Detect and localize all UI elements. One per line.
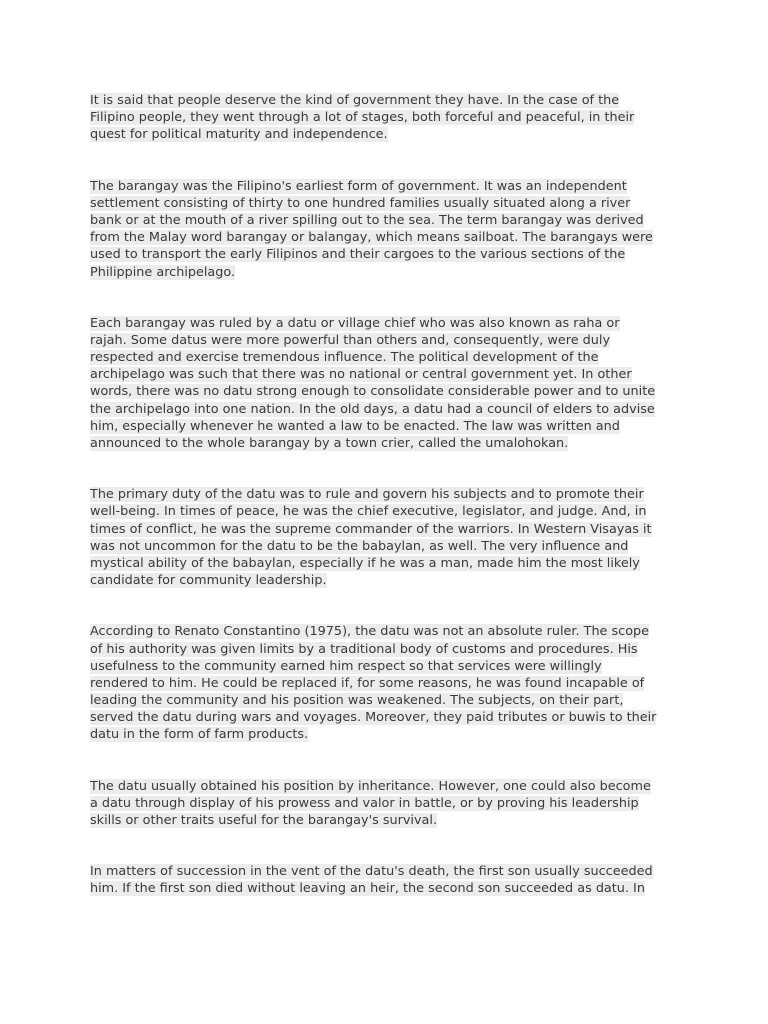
- paragraph: [90, 486, 690, 589]
- text-line: [90, 623, 690, 640]
- text-line-content: usefulness to the community earned him respect so that services were willingly: [90, 658, 602, 674]
- text-line: [90, 246, 690, 263]
- text-line-content: mystical ability of the babaylan, especially if he was a man, made him the most likely: [90, 555, 640, 571]
- text-line: [90, 572, 690, 589]
- text-line-content: respected and exercise tremendous influence. The political development of the: [90, 350, 599, 366]
- text-line-content: the archipelago into one nation. In the old days, a datu had a council of elders to advise: [90, 401, 655, 417]
- text-line-content: a datu through display of his prowess and valor in battle, or by proving his leadership: [90, 795, 639, 811]
- text-line-content: him. If the first son died without leaving an heir, the second son succeeded as datu. In: [90, 881, 645, 897]
- text-line: [90, 126, 690, 143]
- text-line-content: skills or other traits useful for the barangay's survival.: [90, 813, 438, 828]
- document-body: [90, 92, 690, 932]
- text-line-content: The datu usually obtained his position by inheritance. However, one could also become: [90, 778, 651, 794]
- paragraph: [90, 623, 690, 743]
- paragraph: [90, 315, 690, 453]
- text-line-content: used to transport the early Filipinos and their cargoes to the various sections of the: [90, 247, 626, 263]
- text-line-content: rendered to him. He could be replaced if, for some reasons, he was found incapable of: [90, 675, 645, 691]
- text-line: [90, 486, 690, 503]
- text-line: [90, 418, 690, 435]
- text-line: [90, 315, 690, 332]
- paragraph: [90, 178, 690, 281]
- text-line-content: bank or at the mouth of a river spilling out to the sea. The term barangay was derived: [90, 212, 644, 228]
- text-line-content: Philippine archipelago.: [90, 264, 236, 280]
- paragraph: [90, 863, 690, 897]
- text-line: [90, 863, 690, 880]
- text-line-content: It is said that people deserve the kind of government they have. In the case of the: [90, 93, 620, 108]
- text-line-content: quest for political maturity and independence.: [90, 127, 388, 143]
- text-line: [90, 675, 690, 692]
- text-line-content: served the datu during wars and voyages. Moreover, they paid tributes or buwis to their: [90, 710, 657, 726]
- text-line-content: well-being. In times of peace, he was the chief executive, legislator, and judge. And, in: [90, 504, 647, 520]
- text-line-content: Each barangay was ruled by a datu or village chief who was also known as raha or: [90, 315, 620, 331]
- text-line: [90, 212, 690, 229]
- text-line: [90, 812, 690, 829]
- text-line: [90, 880, 690, 897]
- text-line-content: leading the community and his position was weakened. The subjects, on their part,: [90, 693, 624, 709]
- text-line: [90, 92, 690, 109]
- text-line-content: words, there was no datu strong enough to consolidate considerable power and to unite: [90, 384, 656, 400]
- text-line-content: The barangay was the Filipino's earliest form of government. It was an independent: [90, 178, 627, 194]
- text-line: [90, 778, 690, 795]
- text-line: [90, 555, 690, 572]
- text-line: [90, 264, 690, 281]
- text-line-content: candidate for community leadership.: [90, 573, 327, 589]
- text-line: [90, 401, 690, 418]
- text-line-content: from the Malay word barangay or balangay, which means sailboat. The barangays were: [90, 230, 653, 246]
- text-line-content: settlement consisting of thirty to one hundred families usually situated along a river: [90, 195, 631, 211]
- text-line: [90, 795, 690, 812]
- text-line-content: archipelago was such that there was no national or central government yet. In other: [90, 367, 632, 383]
- text-line: [90, 349, 690, 366]
- text-line-content: announced to the whole barangay by a town crier, called the umalohokan.: [90, 436, 569, 451]
- text-line: [90, 195, 690, 212]
- text-line-content: In matters of succession in the vent of the datu's death, the first son usually succeeded: [90, 864, 653, 880]
- text-line-content: times of conflict, he was the supreme commander of the warriors. In Western Visayas it: [90, 521, 652, 537]
- text-line: [90, 229, 690, 246]
- text-line-content: him, especially whenever he wanted a law to be enacted. The law was written and: [90, 418, 620, 434]
- text-line: [90, 383, 690, 400]
- text-line: [90, 366, 690, 383]
- text-line-content: of his authority was given limits by a traditional body of customs and procedures. His: [90, 641, 638, 657]
- text-line-content: The primary duty of the datu was to rule and govern his subjects and to promote their: [90, 487, 644, 503]
- text-line: [90, 435, 690, 452]
- text-line: [90, 658, 690, 675]
- text-line: [90, 178, 690, 195]
- text-line: [90, 503, 690, 520]
- text-line: [90, 726, 690, 743]
- text-line: [90, 692, 690, 709]
- text-line: [90, 538, 690, 555]
- paragraph: [90, 778, 690, 830]
- text-line-content: datu in the form of farm products.: [90, 727, 309, 743]
- paragraph: [90, 92, 690, 144]
- text-line-content: rajah. Some datus were more powerful than others and, consequently, were duly: [90, 332, 611, 348]
- text-line-content: was not uncommon for the datu to be the babaylan, as well. The very influence and: [90, 538, 629, 554]
- text-line: [90, 521, 690, 538]
- text-line-content: According to Renato Constantino (1975), the datu was not an absolute ruler. The scope: [90, 624, 650, 640]
- text-line: [90, 109, 690, 126]
- text-line: [90, 709, 690, 726]
- text-line: [90, 332, 690, 349]
- text-line-content: Filipino people, they went through a lot of stages, both forceful and peaceful, in their: [90, 110, 635, 126]
- text-line: [90, 641, 690, 658]
